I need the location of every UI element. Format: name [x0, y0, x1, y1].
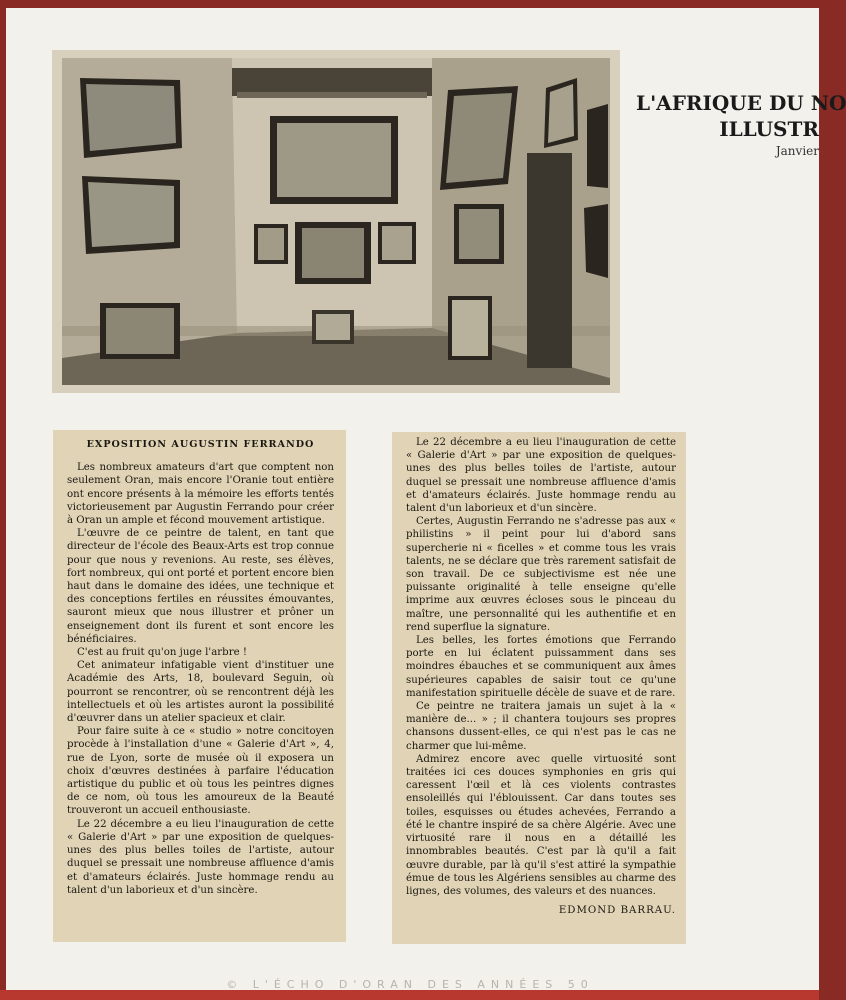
- gallery-photo: [62, 58, 610, 385]
- paragraph: Admirez encore avec quelle virtuosité sont traitées ici ces douces symphonies en gris qui caressent l'œil et là ces violents contrastes ensoleillés qui l'éblouissent. Car dans toutes ses toiles, esquisses ou études achevées, Ferrando a été le chantre inspiré de sa chère Algérie. Avec une virtuosité rare il nous en a détaillé les innombrables beautés. C'est par là qu'il a fait œuvre durable, par là qu'il s'est attiré la sympathie émue de tous les Algériens sensibles au charme des lignes, des volumes, des valeurs et des nuances.: [406, 753, 676, 897]
- paragraph: Le 22 décembre a eu lieu l'inauguration de cette « Galerie d'Art » par une exposition de quelques-unes des plus belles toiles de l'artiste, autour duquel se pressait une nombreuse affluence d'amis et d'amateurs éclairés. Juste hommage rendu au talent d'un laborieux et d'un sincère.: [406, 437, 676, 515]
- paragraph: Les belles, les fortes émotions que Ferrando porte en lui éclatent puissamment dans ses moindres ébauches et se communiquent aux âmes supérieures capables de saisir tout ce qu'une manifestation spirituelle décèle de suave et de rare.: [406, 635, 676, 699]
- paragraph: Pour faire suite à ce « studio » notre concitoyen procède à l'installation d'une « Galerie d'Art », 4, rue de Lyon, sorte de musée où il exposera un choix d'œuvres destinées à parfaire l'éducation artistique du public et où tous les peintres dignes de ce nom, où tous les amoureux de la Beauté trouveront un accueil enthousiaste.: [67, 726, 334, 817]
- magazine-subtitle: ILLUSTR: [719, 117, 819, 141]
- paragraph: L'œuvre de ce peintre de talent, en tant que directeur de l'école des Beaux-Arts est trop connue pour que nous y revenions. Au reste, ses élèves, fort nombreux, qui ont porté et portent encore bien haut dans le domaine des idées, une technique et des conceptions fertiles en réussites émouvantes, sauront mieux que nous illustrer et prôner un enseignement dont ils furent et sont encore les bénéficiaires.: [67, 528, 334, 645]
- paragraph: Le 22 décembre a eu lieu l'inauguration de cette « Galerie d'Art » par une exposition de quelques-unes des plus belles toiles de l'artiste, autour duquel se pressait une nombreuse affluence d'amis et d'amateurs éclairés. Juste hommage rendu au talent d'un laborieux et d'un sincère.: [67, 818, 334, 896]
- article-clipping-left: [53, 430, 346, 942]
- article-clipping-right: [392, 432, 686, 944]
- magazine-title: L'AFRIQUE DU NO: [636, 91, 846, 115]
- paragraph: C'est au fruit qu'on juge l'arbre !: [77, 647, 247, 659]
- photo-mount: [52, 50, 620, 393]
- article-heading: EXPOSITION AUGUSTIN FERRANDO: [86, 439, 315, 450]
- author-signature: EDMOND BARRAU.: [558, 905, 676, 917]
- paragraph: Les nombreux amateurs d'art que comptent non seulement Oran, mais encore l'Oranie tout entière ont encore présents à la mémoire les efforts tentés victorieusement par Augustin Ferrando pour créer à Oran un ample et fécond mouvement artistique.: [67, 462, 334, 527]
- paragraph: Certes, Augustin Ferrando ne s'adresse pas aux « philistins » il peint pour lui d'abord sans supercherie ni « ficelles » et comme tous les vrais talents, ne se déclare que très rarement satisfait de son travail. De ce subjectivisme est née une puissante originalité à telle enseigne qu'elle imprime aux œuvres écloses sous le pinceau du maître, une personnalité qui les authentifie et en rend superflue la signature.: [406, 516, 676, 633]
- gallery-room-illustration: [62, 58, 610, 385]
- page-footer: © L'ÉCHO D'ORAN DES ANNÉES 50: [226, 978, 594, 991]
- paragraph: Cet animateur infatigable vient d'instituer une Académie des Arts, 18, boulevard Seguin, où pourront se rencontrer, où se rencontrent déjà les intellectuels et où les artistes auront la possibilité d'œuvrer dans un atelier spacieux et clair.: [67, 660, 334, 725]
- paragraph: Ce peintre ne traitera jamais un sujet à la « manière de... » ; il chantera toujours ses propres chansons dussent-elles, ce qui n'est pas le cas ne charmer que lui-même.: [406, 701, 676, 752]
- issue-date: Janvier: [775, 144, 819, 158]
- cover-edge: [0, 990, 819, 1000]
